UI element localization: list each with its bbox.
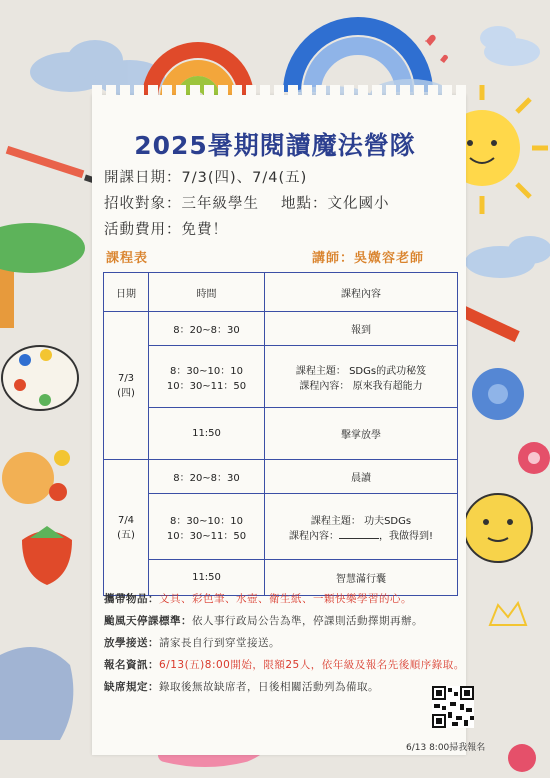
registration-info <box>104 657 465 672</box>
content-cell <box>265 346 458 408</box>
cloud-icon <box>465 236 550 278</box>
flower-icon <box>508 744 536 772</box>
schedule-table <box>103 272 458 596</box>
content-text <box>265 527 457 542</box>
column-header-content: 課程內容 <box>265 273 458 312</box>
column-header-time: 時間 <box>149 273 265 312</box>
palette-icon <box>2 346 78 410</box>
items-value: 文具、彩色筆、水壺、衛生紙、一顆快樂學習的心。 <box>159 593 412 605</box>
absence-label: 缺席規定： <box>104 681 159 693</box>
date-cell <box>104 460 149 596</box>
course-dates <box>104 166 307 187</box>
typhoon-value: 依人事行政局公告為準，停課則活動擇期再辦。 <box>192 615 423 627</box>
content-cell: 智慧滿行囊 <box>265 560 458 596</box>
page-title: 2025暑期閱讀魔法營隊 <box>134 131 416 160</box>
target-value: 三年級學生 <box>181 196 259 212</box>
time-cell <box>149 494 265 560</box>
table-header-row <box>104 273 458 312</box>
time-cell: 8：20~8：30 <box>149 312 265 346</box>
weekday-text: (四) <box>117 387 135 399</box>
time-cell <box>149 346 265 408</box>
absence-policy <box>104 679 379 694</box>
time-text: 10：30~11：50 <box>166 530 247 542</box>
qr-caption: 6/13 8:00掃我報名 <box>406 743 486 753</box>
qr-code-icon[interactable] <box>432 686 474 728</box>
date-text: 7/3 <box>117 372 135 384</box>
items-to-bring <box>104 591 412 606</box>
table-row <box>104 494 458 560</box>
schedule-label: 課程表 <box>106 251 149 266</box>
course-dates-value: 7/3(四)、7/4(五) <box>181 170 308 186</box>
flower-icon <box>518 442 550 474</box>
pencil-icon <box>460 306 519 342</box>
registration-value: 6/13(五)8:00開始，限額25人，依年級及報名先後順序錄取。 <box>159 659 465 671</box>
tiger-icon <box>464 494 532 562</box>
fee-label: 活動費用： <box>104 222 182 238</box>
weekday-text: (五) <box>117 529 135 541</box>
content-cell: 擊掌放學 <box>265 408 458 460</box>
time-cell: 11:50 <box>149 560 265 596</box>
heart-icon <box>425 35 448 63</box>
content-text: 課程內容： 原來我有超能力 <box>299 380 423 392</box>
items-label: 攜帶物品： <box>104 593 159 605</box>
table-row <box>104 408 458 460</box>
location-label: 地點： <box>281 196 328 212</box>
location-value: 文化國小 <box>327 196 390 212</box>
time-text: 10：30~11：50 <box>166 380 247 392</box>
heart-flower-icon <box>2 450 70 504</box>
fill-in-blank <box>339 538 379 539</box>
registration-label: 報名資訊： <box>104 659 159 671</box>
date-text: 7/4 <box>117 514 135 526</box>
content-cell: 晨讀 <box>265 460 458 494</box>
content-text-suffix: ，我做得到! <box>378 530 433 542</box>
content-text-prefix: 課程內容： <box>288 530 339 542</box>
table-row <box>104 346 458 408</box>
typhoon-label: 颱風天停課標準： <box>104 615 192 627</box>
tree-icon <box>0 223 85 328</box>
pickup-label: 放學接送： <box>104 637 159 649</box>
content-text: 課程主題： 功夫SDGs <box>310 515 412 527</box>
date-cell <box>104 312 149 460</box>
target-and-location <box>104 192 390 213</box>
content-cell <box>265 494 458 560</box>
table-row <box>104 312 458 346</box>
course-dates-label: 開課日期： <box>104 170 182 186</box>
strawberry-icon <box>22 526 72 585</box>
teacher-name: 講師：吳媺容老師 <box>312 251 425 266</box>
fee-value: 免費！ <box>181 222 228 238</box>
cloud-icon <box>480 26 540 66</box>
typhoon-policy <box>104 613 423 628</box>
time-cell: 8：20~8：30 <box>149 460 265 494</box>
content-cell: 報到 <box>265 312 458 346</box>
table-row <box>104 460 458 494</box>
activity-fee <box>104 218 228 239</box>
crown-icon <box>490 603 526 625</box>
target-label: 招收對象： <box>104 196 182 212</box>
flower-icon <box>472 368 524 420</box>
content-text: 課程主題： SDGs的武功秘笈 <box>295 365 427 377</box>
pickup-info <box>104 635 280 650</box>
pickup-value: 請家長自行到穿堂接送。 <box>159 637 280 649</box>
column-header-date: 日期 <box>104 273 149 312</box>
elephant-icon <box>0 647 73 740</box>
absence-value: 錄取後無故缺席者，日後相關活動列為備取。 <box>159 681 379 693</box>
time-text: 8：30~10：10 <box>170 515 243 527</box>
time-cell: 11:50 <box>149 408 265 460</box>
time-text: 8：30~10：10 <box>170 365 243 377</box>
